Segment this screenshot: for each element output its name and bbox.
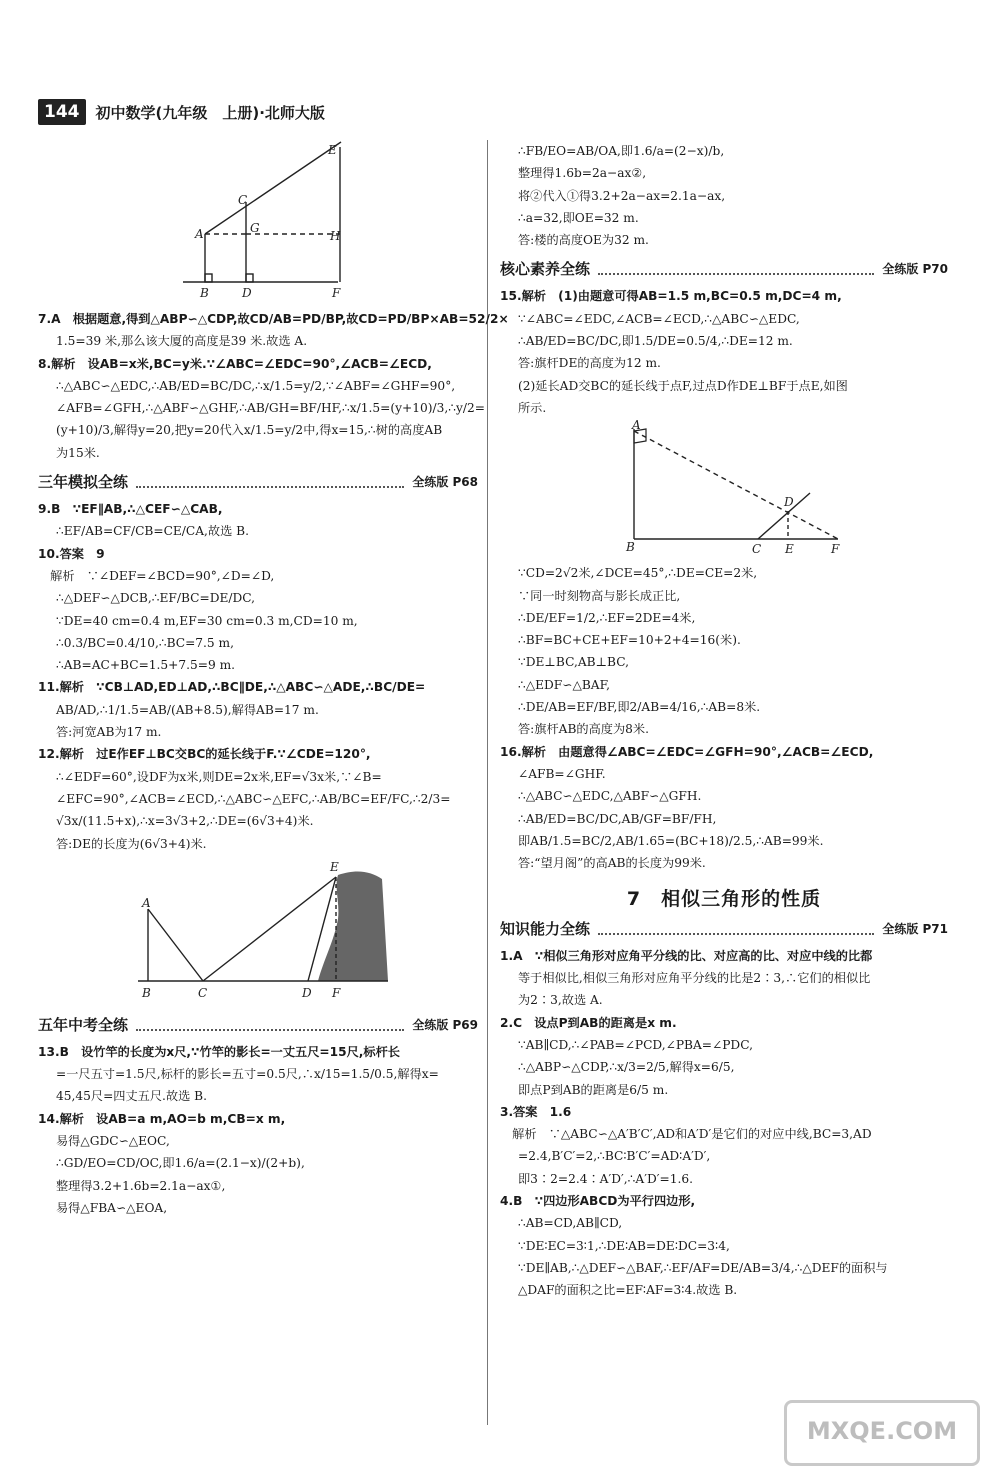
column-divider — [487, 140, 488, 1425]
section-header-three-year — [38, 470, 478, 494]
right-line: ∴BF=BC+CE+EF=10+2+4=16(米). — [518, 633, 741, 648]
right-line: ∵∠ABC=∠EDC,∠ACB=∠ECD,∴△ABC∽△EDC, — [518, 311, 800, 326]
left-line: 答:DE的长度为(6√3+4)米. — [56, 836, 207, 851]
figure-q15-flagpole — [500, 418, 940, 557]
fig12-label-f: F — [332, 985, 341, 1000]
left-line: 答:河宽AB为17 m. — [56, 725, 162, 740]
right-column — [500, 140, 948, 1301]
figure-q12-hill — [38, 857, 478, 1007]
fig7-label-b: B — [200, 286, 209, 300]
right-line: 1.A ∵相似三角形对应角平分线的比、对应高的比、对应中线的比都 — [500, 948, 873, 963]
left-line: 解析 ∵∠DEF=∠BCD=90°,∠D=∠D, — [38, 568, 275, 583]
right-line: ∠AFB=∠GHF. — [518, 766, 606, 781]
right-line: 所示. — [518, 400, 547, 415]
fig7-label-h: H — [330, 229, 341, 243]
section-title: 核心素养全练 — [500, 260, 591, 279]
right-line: 等于相似比,相似三角形对应角平分线的比是2∶3,∴它们的相似比 — [518, 971, 871, 986]
right-line: 答:楼的高度OE为32 m. — [518, 233, 649, 248]
right-line: 即点P到AB的距离是6/5 m. — [518, 1082, 669, 1097]
left-line: 11.解析 ∵CB⊥AD,ED⊥AD,∴BC∥DE,∴△ABC∽△ADE,∴BC/DE= — [38, 680, 426, 695]
left-line: =一尺五寸=1.5尺,标杆的影长=五寸=0.5尺,∴x/15=1.5/0.5,解得x= — [56, 1067, 439, 1082]
fig15-label-f: F — [831, 542, 840, 557]
fig15-label-d: D — [784, 495, 794, 510]
section-ref: 全练版 P69 — [412, 1017, 478, 1032]
site-watermark: MXQE.COM — [784, 1400, 980, 1466]
left-line: 9.B ∵EF∥AB,∴△CEF∽△CAB, — [38, 502, 223, 517]
section-dots — [136, 1019, 404, 1031]
right-line: ∵AB∥CD,∴∠PAB=∠PCD,∠PBA=∠PDC, — [518, 1037, 753, 1052]
left-line: (y+10)/3,解得y=20,把y=20代入x/1.5=y/2中,得x=15,∴树的高度AB — [56, 423, 443, 438]
left-line: 10.答案 9 — [38, 546, 105, 561]
right-line: ∴AB/ED=BC/DC,AB/GF=BF/FH, — [518, 811, 717, 826]
fig7-label-e: E — [328, 143, 337, 157]
right-line: ∴△ABP∽△CDP,∴x/3=2/5,解得x=6/5, — [518, 1060, 735, 1075]
right-line: (2)延长AD交BC的延长线于点F,过点D作DE⊥BF于点E,如图 — [518, 378, 848, 393]
right-line: 2.C 设点P到AB的距离是x m. — [500, 1015, 677, 1030]
fig7-label-g: G — [250, 221, 260, 235]
section-ref: 全练版 P71 — [882, 921, 948, 936]
right-line: ∴a=32,即OE=32 m. — [518, 210, 639, 225]
right-line: ∴AB=CD,AB∥CD, — [518, 1216, 623, 1231]
right-line: ∴AB/ED=BC/DC,即1.5/DE=0.5/4,∴DE=12 m. — [518, 334, 793, 349]
left-line: ∴GD/EO=CD/OC,即1.6/a=(2.1−x)/(2+b), — [56, 1156, 305, 1171]
right-line: ∵CD=2√2米,∠DCE=45°,∴DE=CE=2米, — [518, 566, 758, 581]
left-line: ∠EFC=90°,∠ACB=∠ECD,∴△ABC∽△EFC,∴AB/BC=EF/FC,∴2/3= — [56, 791, 451, 806]
left-line: ∴△DEF∽△DCB,∴EF/BC=DE/DC, — [56, 591, 256, 606]
fig12-label-e: E — [330, 859, 339, 874]
left-line: ∴AB=AC+BC=1.5+7.5=9 m. — [56, 658, 236, 673]
left-line: 13.B 设竹竿的长度为x尺,∵竹竿的影长=一丈五尺=15尺,标杆长 — [38, 1044, 400, 1059]
fig7-label-a: A — [195, 227, 204, 241]
left-line: ∴△ABC∽△EDC,∴AB/ED=BC/DC,∴x/1.5=y/2,∵∠ABF=∠GHF=90°, — [56, 378, 456, 393]
left-line: 整理得3.2+1.6b=2.1a−ax①, — [56, 1178, 226, 1193]
section-title: 三年模拟全练 — [38, 472, 129, 491]
right-line: ∵DE⊥BC,AB⊥BC, — [518, 655, 629, 670]
right-line: ∵DE∶EC=3∶1,∴DE∶AB=DE∶DC=3∶4, — [518, 1238, 730, 1253]
right-line: △DAF的面积之比=EF∶AF=3∶4.故选 B. — [518, 1283, 738, 1298]
fig12-label-c: C — [198, 985, 208, 1000]
left-line: ∴EF/AB=CF/CB=CE/CA,故选 B. — [56, 524, 249, 539]
right-line: 答:旗杆AB的高度为8米. — [518, 722, 649, 737]
section-dots — [598, 923, 874, 935]
fig12-label-a: A — [142, 895, 151, 910]
left-line: ∵DE=40 cm=0.4 m,EF=30 cm=0.3 m,CD=10 m, — [56, 613, 358, 628]
right-line: 3.答案 1.6 — [500, 1104, 572, 1119]
fig7-label-d: D — [242, 286, 252, 300]
right-line: ∴△ABC∽△EDC,△ABF∽△GFH. — [518, 789, 702, 804]
right-line: 解析 ∵△ABC∽△A′B′C′,AD和A′D′是它们的对应中线,BC=3,AD — [500, 1127, 872, 1142]
fig15-label-b: B — [626, 540, 635, 555]
section-title: 知识能力全练 — [500, 919, 591, 938]
left-line: ∠AFB=∠GFH,∴△ABF∽△GHF,∴AB/GH=BF/HF,∴x/1.5=(y+10)/3,∴y/2= — [56, 401, 485, 416]
right-line: 即AB/1.5=BC/2,AB/1.65=(BC+18)/2.5,∴AB=99米. — [518, 833, 824, 848]
page-header — [38, 97, 325, 127]
right-line: 15.解析 (1)由题意可得AB=1.5 m,BC=0.5 m,DC=4 m, — [500, 289, 842, 304]
figure-q7-building — [38, 142, 341, 302]
right-line: ∴△EDF∽△BAF, — [518, 677, 611, 692]
right-line: =2.4,B′C′=2,∴BC∶B′C′=AD∶A′D′, — [518, 1149, 711, 1164]
left-line: 14.解析 设AB=a m,AO=b m,CB=x m, — [38, 1111, 286, 1126]
section-ref: 全练版 P70 — [882, 262, 948, 277]
right-line: 整理得1.6b=2a−ax②, — [518, 166, 647, 181]
right-line: 即3∶2=2.4∶A′D′,∴A′D′=1.6. — [518, 1171, 693, 1186]
chapter-title: 7 相似三角形的性质 — [626, 888, 822, 911]
left-column — [38, 140, 509, 1219]
right-line: ∵DE∥AB,∴△DEF∽△BAF,∴EF/AF=DE/AB=3/4,∴△DEF的面积与 — [518, 1260, 888, 1275]
right-line: ∴DE/EF=1/2,∴EF=2DE=4米, — [518, 610, 696, 625]
right-line: 答:“望月阁”的高AB的长度为99米. — [518, 856, 706, 871]
left-line: AB/AD,∴1/1.5=AB/(AB+8.5),解得AB=17 m. — [56, 702, 319, 717]
fig15-label-c: C — [752, 542, 762, 557]
left-line: 易得△FBA∽△EOA, — [56, 1200, 168, 1215]
fig15-label-a: A — [632, 418, 641, 433]
left-line: 8.解析 设AB=x米,BC=y米.∵∠ABC=∠EDC=90°,∠ACB=∠ECD, — [38, 356, 432, 371]
right-line: 答:旗杆DE的高度为12 m. — [518, 356, 661, 371]
right-line: 将②代入①得3.2+2a−ax=2.1a−ax, — [518, 188, 726, 203]
fig12-label-b: B — [142, 985, 151, 1000]
left-line: √3x/(11.5+x),∴x=3√3+2,∴DE=(6√3+4)米. — [56, 814, 314, 829]
left-line: 7.A 根据题意,得到△ABP∽△CDP,故CD/AB=PD/BP,故CD=PD/BP×AB=52/2× — [38, 312, 509, 326]
right-line: ∴FB/EO=AB/OA,即1.6/a=(2−x)/b, — [518, 144, 725, 158]
left-line: 为15米. — [56, 445, 100, 460]
fig15-label-e: E — [785, 542, 794, 557]
section-dots — [598, 263, 874, 275]
fig7-label-f: F — [332, 286, 341, 300]
right-line: ∴DE/AB=EF/BF,即2/AB=4/16,∴AB=8米. — [518, 700, 761, 715]
right-line: 为2∶3,故选 A. — [518, 993, 603, 1008]
section-dots — [136, 476, 404, 488]
section-header-five-year — [38, 1013, 478, 1037]
section-ref: 全练版 P68 — [412, 474, 478, 489]
left-line: 1.5=39 米,那么该大厦的高度是39 米.故选 A. — [56, 334, 308, 349]
left-line: ∴0.3/BC=0.4/10,∴BC=7.5 m, — [56, 635, 234, 650]
section-title: 五年中考全练 — [38, 1015, 129, 1034]
left-line: 45,45尺=四丈五尺.故选 B. — [56, 1089, 207, 1104]
fig7-label-c: C — [238, 193, 248, 207]
section-header-knowledge — [500, 917, 948, 941]
left-line: 12.解析 过E作EF⊥BC交BC的延长线于F.∵∠CDE=120°, — [38, 747, 371, 762]
right-line: ∵同一时刻物高与影长成正比, — [518, 588, 681, 603]
section-header-core — [500, 257, 948, 281]
left-line: 易得△GDC∽△EOC, — [56, 1134, 170, 1149]
book-title: 初中数学(九年级 上册)·北师大版 — [95, 103, 325, 122]
page-number: 144 — [38, 99, 86, 125]
left-line: ∴∠EDF=60°,设DF为x米,则DE=2x米,EF=√3x米,∵∠B= — [56, 769, 382, 784]
fig12-label-d: D — [302, 985, 312, 1000]
right-line: 16.解析 由题意得∠ABC=∠EDC=∠GFH=90°,∠ACB=∠ECD, — [500, 744, 874, 759]
right-line: 4.B ∵四边形ABCD为平行四边形, — [500, 1193, 696, 1208]
